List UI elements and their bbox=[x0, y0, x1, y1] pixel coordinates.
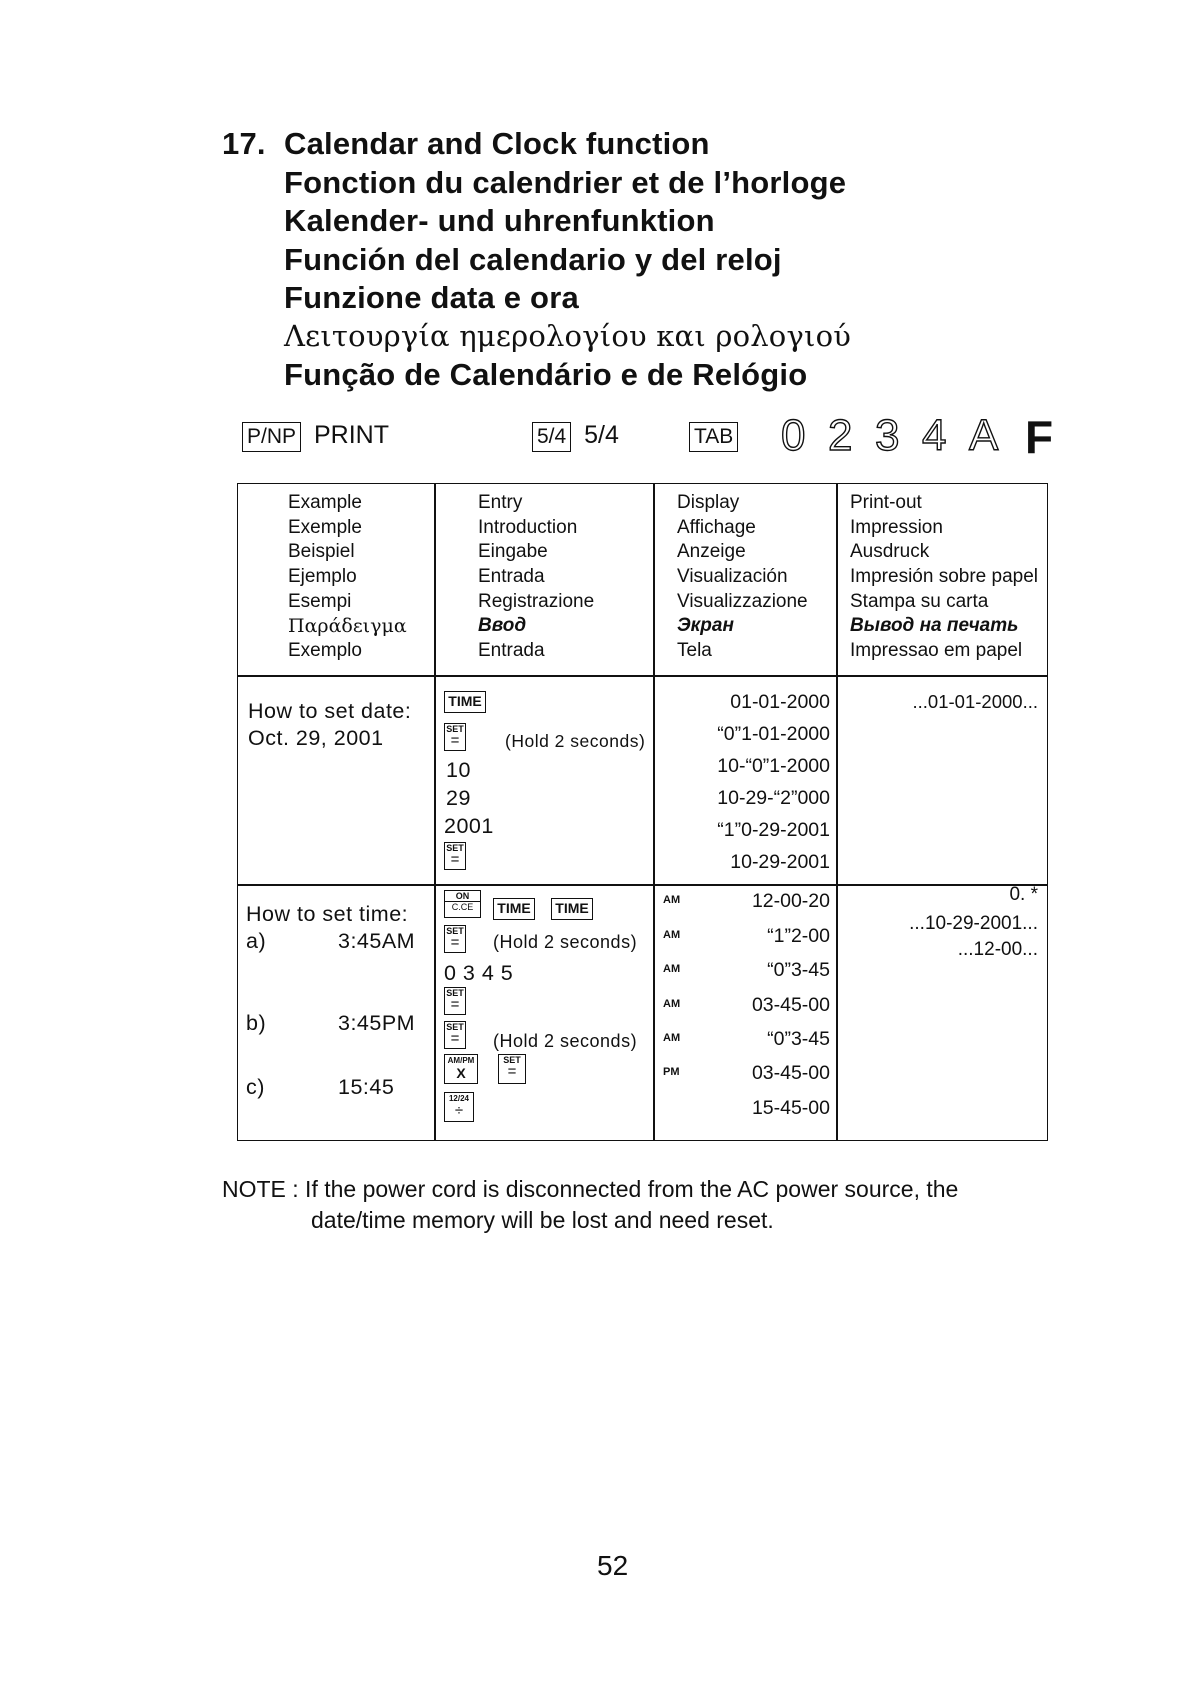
time-printout-line: 0. * bbox=[1009, 884, 1038, 905]
status-digit-0: 0 bbox=[781, 411, 806, 460]
title-italian: Funzione data e ora bbox=[284, 280, 579, 315]
am-indicator: AM bbox=[663, 894, 681, 906]
set-key: SET = bbox=[444, 925, 466, 953]
date-example-value: Oct. 29, 2001 bbox=[248, 726, 384, 750]
time-key: TIME bbox=[444, 691, 486, 713]
header-entry: Entry Introduction Eingabe Entrada Registrazione Ввод Entrada bbox=[478, 492, 595, 662]
set-key: SET = bbox=[498, 1054, 526, 1084]
time-display-line: 12-00-20 bbox=[751, 890, 830, 912]
set-key: SET = bbox=[444, 987, 466, 1015]
pnp-key: P/NP bbox=[242, 422, 301, 452]
entry-day: 29 bbox=[446, 786, 471, 810]
note-line-2: date/time memory will be lost and need reset. bbox=[311, 1207, 774, 1233]
time-display-line: “0”3-45 bbox=[767, 1028, 830, 1050]
date-display-line: 10-29-“2”000 bbox=[717, 787, 830, 809]
ampm-key: AM/PM X bbox=[444, 1054, 478, 1084]
column-divider bbox=[434, 483, 436, 1141]
time-example-b-label: b) bbox=[246, 1011, 267, 1035]
title-english: Calendar and Clock function bbox=[284, 126, 710, 161]
note-line-1: NOTE : If the power cord is disconnected from the AC power source, the bbox=[222, 1176, 959, 1202]
status-letter-f: F bbox=[1025, 411, 1054, 463]
row-divider bbox=[237, 675, 1048, 677]
time-example-b-value: 3:45PM bbox=[338, 1011, 416, 1035]
time-display-line: “0”3-45 bbox=[767, 959, 830, 981]
time-display-line: 03-45-00 bbox=[751, 1062, 830, 1084]
date-printout: ...01-01-2000... bbox=[912, 691, 1038, 712]
hold-note: (Hold 2 seconds) bbox=[493, 932, 638, 952]
status-digit-2: 2 bbox=[828, 411, 853, 460]
pnp-switch bbox=[242, 421, 389, 452]
am-indicator: AM bbox=[663, 963, 681, 975]
title-spanish: Función del calendario y del reloj bbox=[284, 242, 782, 277]
time-display-line: 15-45-00 bbox=[751, 1097, 830, 1119]
column-divider bbox=[836, 483, 838, 1141]
page-number: 52 bbox=[597, 1550, 629, 1581]
ratio-key: 5/4 bbox=[532, 422, 571, 452]
date-display-line: “1”0-29-2001 bbox=[717, 819, 830, 841]
time-example-a-label: a) bbox=[246, 929, 267, 953]
row-divider bbox=[237, 884, 1048, 886]
time-example-c-value: 15:45 bbox=[338, 1075, 395, 1099]
status-letter-a: A bbox=[969, 411, 999, 460]
hold-note: (Hold 2 seconds) bbox=[505, 731, 646, 751]
time-printout-line: ...12-00... bbox=[957, 939, 1038, 960]
set-key: SET = bbox=[444, 723, 466, 751]
title-german: Kalender- und uhrenfunktion bbox=[284, 203, 715, 238]
date-display-line: 10-29-2001 bbox=[730, 851, 830, 873]
hold-note: (Hold 2 seconds) bbox=[493, 1031, 638, 1051]
header-display: Display Affichage Anzeige Visualización Visualizzazione Экран Tela bbox=[677, 492, 808, 662]
entry-month: 10 bbox=[446, 758, 471, 782]
title-greek: Λειτουργία ημερολογίου και ρολογιού bbox=[284, 319, 852, 353]
header-printout: Print-out Impression Ausdruck Impresión sobre papel Stampa su carta Вывод на печать Impressao em papel bbox=[850, 492, 1038, 662]
time-key: TIME bbox=[493, 898, 535, 920]
time-example-c-label: c) bbox=[246, 1075, 265, 1099]
header-example: Example Exemple Beispiel Ejemplo Esempi Παράδειγμα Exemplo bbox=[288, 492, 407, 662]
date-example-title: How to set date: bbox=[248, 699, 412, 723]
pm-indicator: PM bbox=[663, 1066, 680, 1078]
print-label: PRINT bbox=[313, 421, 389, 449]
time-example-a-value: 3:45AM bbox=[338, 929, 416, 953]
ratio-label: 5/4 bbox=[584, 421, 619, 449]
entry-time: 0 3 4 5 bbox=[444, 961, 514, 985]
entry-year: 2001 bbox=[444, 814, 494, 838]
time-display-line: 03-45-00 bbox=[751, 994, 830, 1016]
column-divider bbox=[653, 483, 655, 1141]
time-printout-line: ...10-29-2001... bbox=[909, 913, 1038, 934]
time-key: TIME bbox=[551, 898, 593, 920]
set-key: SET = bbox=[444, 842, 466, 870]
title-french: Fonction du calendrier et de l’horloge bbox=[284, 165, 847, 200]
date-display-line: 10-“0”1-2000 bbox=[717, 755, 830, 777]
on-cce-key: ON C.CE bbox=[444, 890, 481, 918]
status-digit-3: 3 bbox=[875, 411, 900, 460]
tab-switch bbox=[689, 421, 738, 452]
ratio-switch bbox=[532, 421, 619, 452]
section-number: 17. bbox=[222, 126, 266, 161]
date-display-line: 01-01-2000 bbox=[730, 691, 830, 713]
am-indicator: AM bbox=[663, 929, 681, 941]
time-display-line: “1”2-00 bbox=[767, 925, 830, 947]
set-key: SET = bbox=[444, 1021, 466, 1049]
am-indicator: AM bbox=[663, 1032, 681, 1044]
date-display-line: “0”1-01-2000 bbox=[717, 723, 830, 745]
time-example-title: How to set time: bbox=[246, 902, 409, 926]
title-portuguese: Função de Calendário e de Relógio bbox=[284, 357, 808, 392]
1224-key: 12/24 ÷ bbox=[444, 1092, 474, 1122]
am-indicator: AM bbox=[663, 998, 681, 1010]
status-digit-4: 4 bbox=[922, 411, 947, 460]
tab-key: TAB bbox=[689, 422, 738, 452]
